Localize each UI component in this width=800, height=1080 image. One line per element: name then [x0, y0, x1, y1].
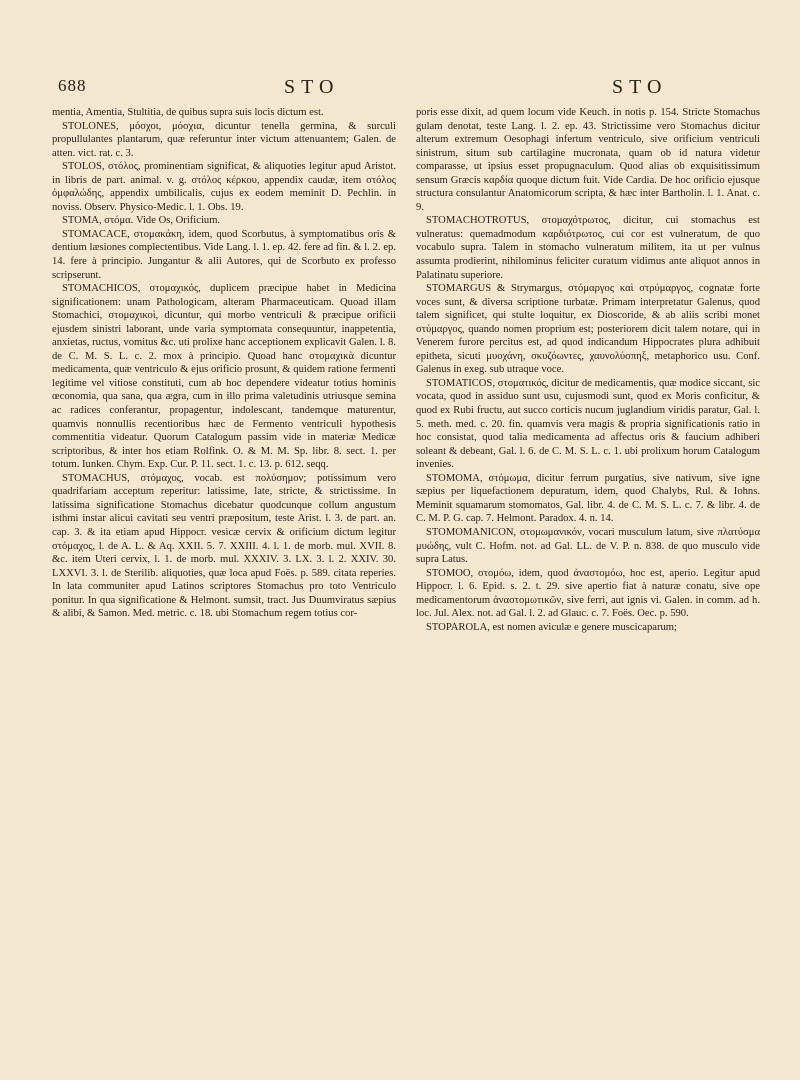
- entry-paragraph: STOMACHICOS, στομαχικός, duplicem præcipue habet in Medicina significationem: unam Pathologicam, alteram Pharmaceuticam. Quoad illam Stomachici, στομαχικοὶ, dicuntur, qui morbo ventriculi & præcipue orificii ejusdem sinistri laborant, unde varia symptomata consequuntur, inappetentia, anxietas, ructus, vomitus &c. uti prolixe hanc acceptionem explicavit Galen. l. 8. de C. M. S. L. c. 2. mox à principio. Quoad hanc στομαχικὰ dicuntur medicamenta, quæ ventriculo & ejus orificio prosunt, & quidem ratione fermenti legitime vel vitiose constituti, cum ab hoc dependere videatur totius hominis œconomia, qua sana, qua ægra, cum in illo prima valetudinis utriusque semina ac radices conferantur, propagentur, indolescant, tandemque maturentur, quamvis nonnullis recentioribus hæc de Fermento ventriculi hypothesis commentitia videatur. Quorum Catalogum passim vide in materiæ Medicæ scriptoribus, & inter hos etiam Rolfink. O. & M. M. Sp. libr. 8. sect. 1. per totum. Iunken. Chym. Exp. Cur. P. 11. sect. 1. c. 13. p. 612. seqq.: [52, 283, 396, 471]
- entry-paragraph: STOMA, στόμα. Vide Os, Orificium.: [62, 215, 221, 227]
- entry-paragraph: STOLOS, στόλος, prominentiam significat, & aliquoties legitur apud Aristot. in libris de part. animal. v. g. στόλος κέρκου, appendix caudæ, item στόλος ὀμφαλώδης, appendix umbilicalis, cujus ex eodem meminit D. Pechlin. in noviss. Observ. Physico-Medic. l. 1. Obs. 19.: [52, 161, 396, 213]
- running-head-right: STO: [612, 76, 668, 98]
- entry-paragraph: STOLONES, μόσχοι, μόσχια, dicuntur tenella germina, & surculi propullulantes plantarum, quæ referuntur inter victum attenuantem; Galen. de atten. vict. rat. c. 3.: [52, 120, 396, 159]
- entry-paragraph: STOMATICOS, στοματικός, dicitur de medicamentis, quæ modice siccant, sic vocata, quod in assiduo sunt usu, cujusmodi sunt, quod ex Moris conficitur, & quod ex Rubi fructu, aut succo corticis nucum juglandium viridis paratur, Gal. l. 5. meth. med. c. 20. fin. quamvis vera magis & propria significationis ratio in hoc consistat, quod talia medicamenta ad affectus oris & faucium adhiberi soleant & debeant, Gal. l. 6. de C. M. S. L. c. 1. ubi prolixum horum Catalogum invenies.: [416, 377, 760, 471]
- entry-paragraph: STOMOMANICON, στομωμανικόν, vocari musculum latum, sive πλατύσμα μυώδης, vult C. Hofm. not. ad Gal. LL. de V. P. n. 838. de quo musculo vide supra Latus.: [416, 526, 760, 566]
- entry-paragraph: STOMACHUS, στόμαχος, vocab. est πολύσημον; potissimum vero quadrifariam acceptum reperitur: latissime, late, stricte, & strictissime. In latissima significatione Stomachus dicebatur quodcunque collum angustum isthmi instar alicui cavitati seu ventri præpositum, teste Arist. l. 3. de part. an. cap. 3. & ita etiam apud Hippocr. vesicæ cervix & orificium dictum legitur στόμαχος, l. de A. L. & Aq. XXII. 5. 7. XXIII. 4. l. 1. de morb. mul. XVII. 8. &c. item Uteri cervix, l. 1. de morb. mul. XXXIV. 3. LX. 3. l. 2. XXIV. 30. LXXVI. 3. l. de Sterilib. aliquoties, quæ loca apud Foës. p. 589. citata reperies. In lata communiter apud Latinos scriptores Stomachus pro toto Ventriculo ponitur. In qua significatione & Helmont. sumsit, tract. Jus Duumviratus sæpius & alibi, & Samon. Med. metric. c. 18. ubi Stomachum regem totius cor-: [52, 472, 396, 620]
- entry-paragraph: poris esse dixit, ad quem locum vide Keuch. in notis p. 154. Stricte Stomachus gulam denotat, teste Lang. l. 2. ep. 43. Strictissime vero Stomachus dicitur alterum extremum Oesophagi infertum ventriculo, sive orificium ventriculi sinistrum, situm sub cartilagine mucronata, quam ob id natura videtur comparasse, ut ipsius esset propugnaculum. Quod alias ob exquisitissimum sensum Græcis καρδία quoque dictum fuit. Vide Cardia. De hoc orificio ejusque structura consulantur Anatomicorum scripta, & hæc inter Bartholin. l. 1. Anat. c. 9.: [416, 107, 760, 213]
- entry-paragraph: STOMOO, στομόω, idem, quod ἀναστομόω, hoc est, aperio. Legitur apud Hippocr. l. 6. Epid. s. 2. t. 29. sive apertio fiat à naturæ conatu, sive ope medicamentorum ἀναστομωτικῶν, sive ferri, aut ignis vi. Galen. in comm. ad h. loc. Jul. Alex. not. ad Gal. l. 2. ad Glauc. c. 7. Foës. Oec. p. 590.: [416, 567, 760, 620]
- page-header: [52, 72, 760, 106]
- left-column: [52, 106, 396, 634]
- entry-paragraph: mentia, Amentia, Stultitia, de quibus supra suis locis dictum est.: [52, 107, 324, 118]
- text-columns: [52, 106, 760, 634]
- page-number: 688: [58, 76, 87, 95]
- right-column: [416, 106, 760, 634]
- entry-paragraph: STOMACACE, στομακάκη, idem, quod Scorbutus, à symptomatibus oris & dentium læsiones complectentibus. Vide Lang. l. 1. ep. 42. fere ad fin. & l. 2. ep. 14. fere à principio. Jungantur & alii Autores, qui de Scorbuto ex professo scripserunt.: [52, 228, 396, 281]
- entry-paragraph: STOMOMA, στόμωμα, dicitur ferrum purgatius, sive nativum, sive igne sæpius per liquefactionem depuratum, idem, quod Chalybs, Rul. & Iohns. Meminit squamarum stomomatos, Gal. libr. 4. de C. M. S. L. c. 7. & libr. 4. de C. M. P. G. cap. 7. Helmont. Paradox. 4. n. 14.: [416, 472, 760, 525]
- entry-paragraph: STOMACHOTROTUS, στομαχότρωτος, dicitur, cui stomachus est vulneratus: quemadmodum καρδιότρωτος, cui cor est vulneratum, de quo vocabulo supra. Talem in stomacho vulneratum militem, ita ut per vulnus assumta prodierint, nihilominus feliciter curatum vidimus ante aliquot annos in Palatinatu superiore.: [416, 215, 760, 281]
- running-head-left: STO: [284, 76, 340, 98]
- entry-paragraph: STOPAROLA, est nomen aviculæ e genere muscicaparum;: [426, 621, 677, 633]
- entry-paragraph: STOMARGUS & Strymargus, στόμαργος καὶ στρύμαργος, cognatæ forte voces sunt, & diversa scriptione turbatæ. Primam interpretatur Galenus, quod talem significet, qui stulte loquitur, ex Dioscoride, & ab aliis scribi monet στύμαργος, quando nomen proprium est; posteriorem dicit talem notare, qui in Venerem furore percitus est, ad quod indicandum Hippocrates plura adhibuit epitheta, sicuti μυοχάνη, σκυζόωντες, χαυνολύσπηξ, metaphorico usu. Conf. Galenus in exeg. sub utraque voce.: [416, 283, 760, 376]
